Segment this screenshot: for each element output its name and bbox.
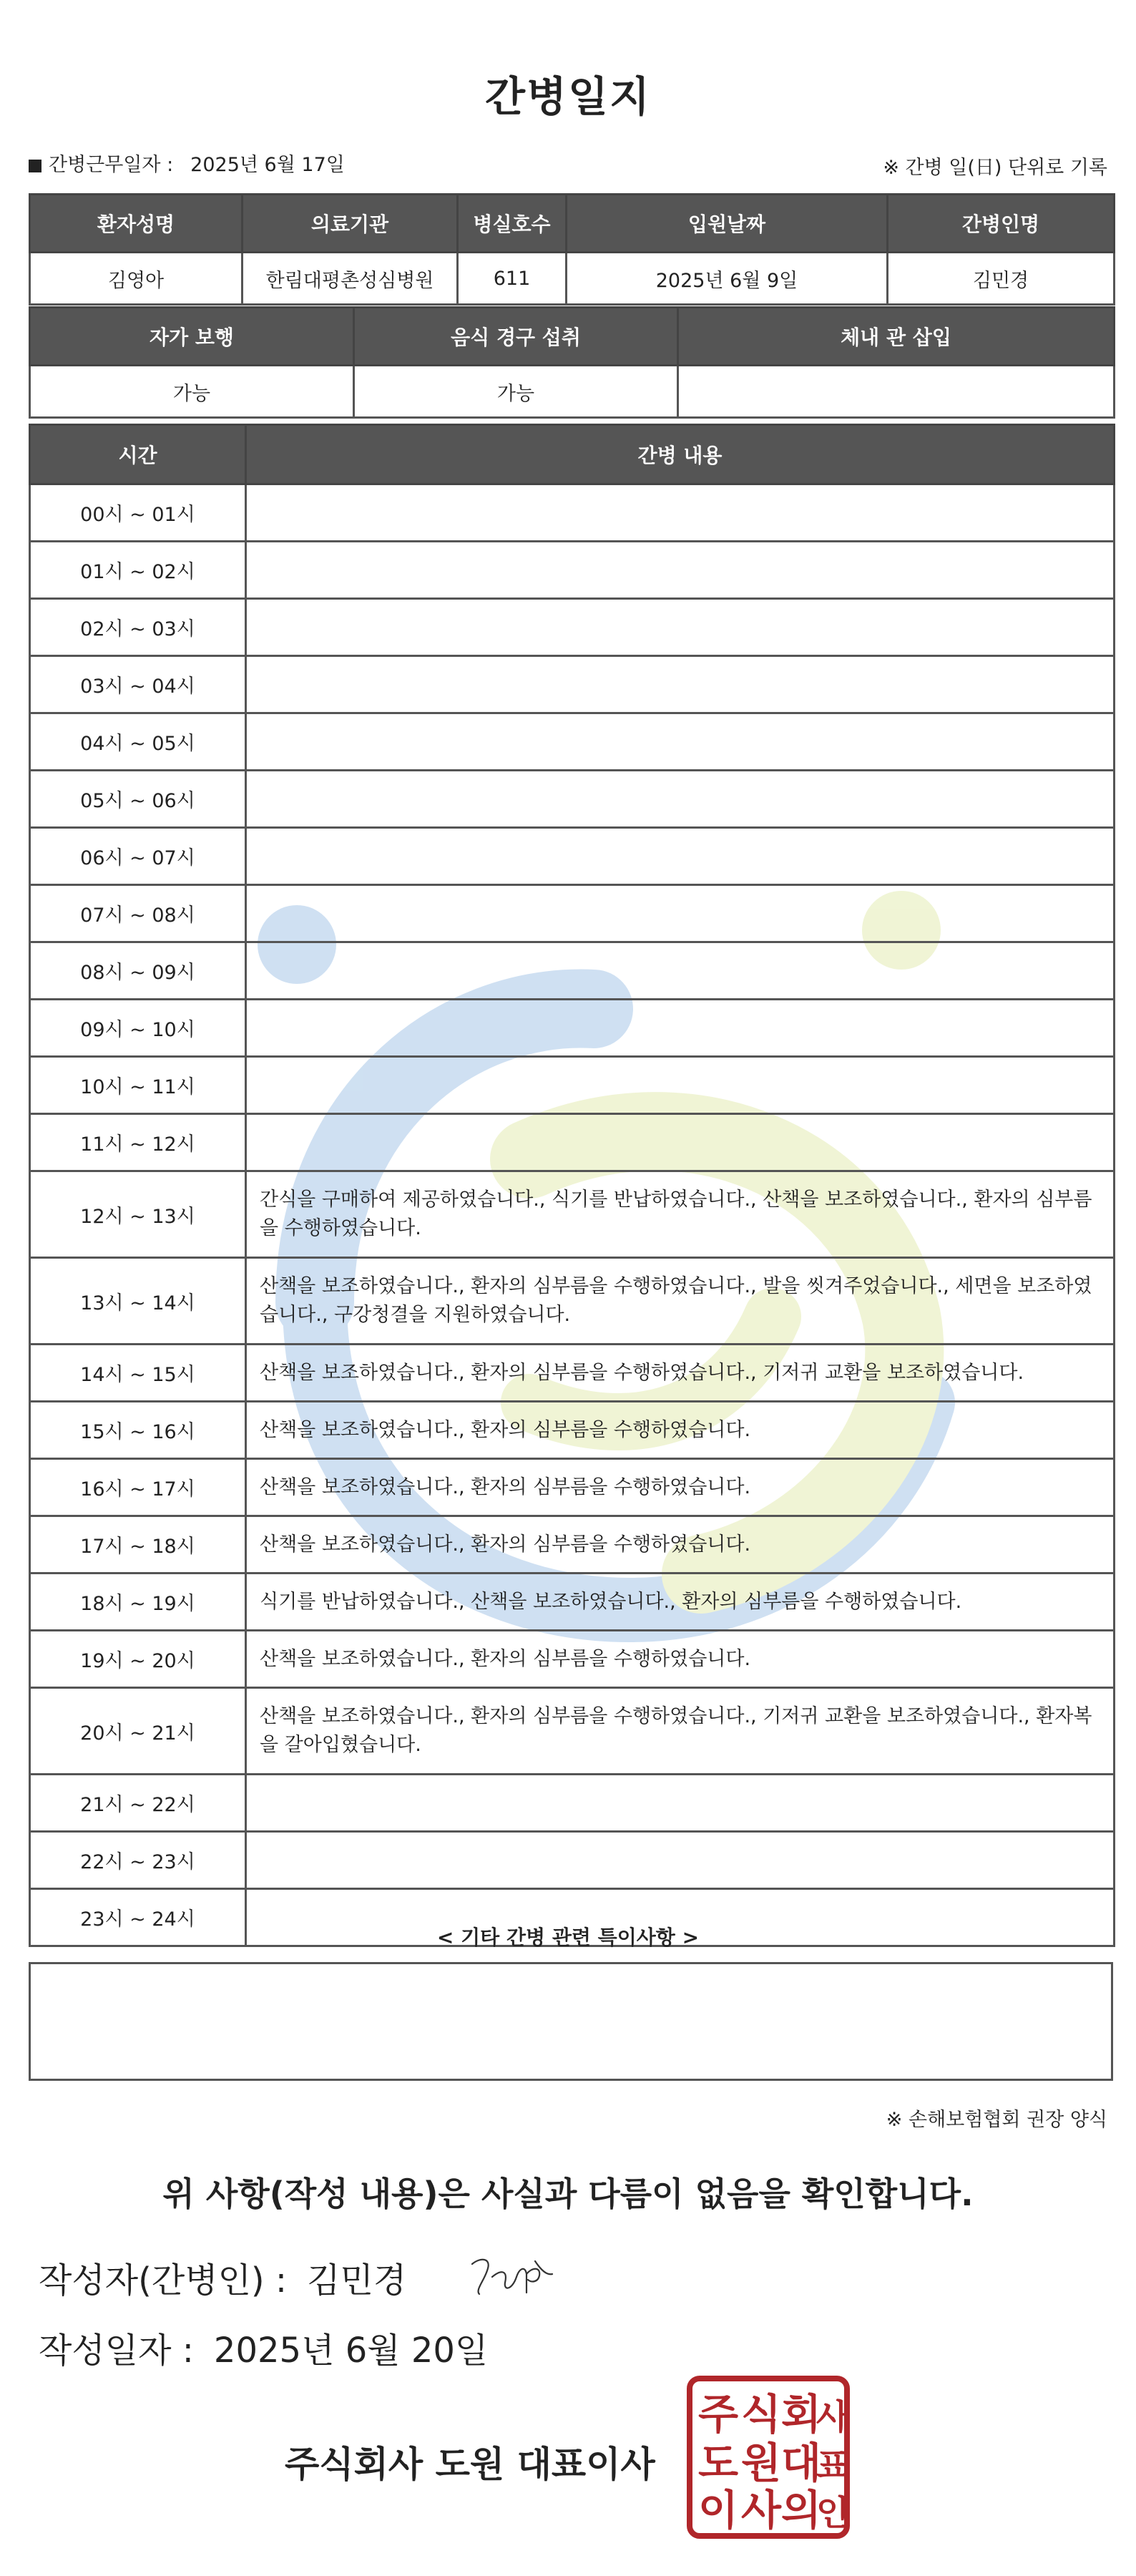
signature xyxy=(466,2248,559,2306)
log-row xyxy=(30,828,1115,885)
patient-status-table xyxy=(29,306,1115,419)
svg-text:도: 도 xyxy=(697,2439,739,2487)
log-time: 06시 ~ 07시 xyxy=(30,828,246,885)
log-time: 12시 ~ 13시 xyxy=(30,1171,246,1258)
company-name: 주식회사 도원 대표이사 xyxy=(285,2444,655,2485)
log-time: 07시 ~ 08시 xyxy=(30,885,246,942)
log-row xyxy=(30,1574,1115,1631)
caregiver-name: 김민경 xyxy=(888,253,1115,305)
confirmation-statement: 위 사항(작성 내용)은 사실과 다름이 없음을 확인합니다. xyxy=(162,2175,974,2213)
header-tube: 체내 관 삽입 xyxy=(678,308,1115,366)
notes-title: < 기타 간병 관련 특이사항 > xyxy=(436,1926,700,1949)
log-row xyxy=(30,1345,1115,1402)
hourly-log-table xyxy=(29,424,1115,1947)
log-row xyxy=(30,1775,1115,1832)
svg-text:이: 이 xyxy=(697,2486,739,2534)
log-row xyxy=(30,1832,1115,1889)
written-date-line xyxy=(39,2323,488,2372)
header-care-content: 간병 내용 xyxy=(246,425,1115,484)
hospital-name: 한림대평촌성심병원 xyxy=(243,253,458,305)
svg-text:회: 회 xyxy=(780,2390,822,2439)
log-row xyxy=(30,942,1115,1000)
oral-intake-value: 가능 xyxy=(354,366,678,418)
log-content xyxy=(246,828,1115,885)
log-content: 식기를 반납하였습니다., 산책을 보조하였습니다., 환자의 심부름을 수행하였습니다. xyxy=(246,1574,1115,1631)
log-time: 01시 ~ 02시 xyxy=(30,542,246,599)
log-content: 산책을 보조하였습니다., 환자의 심부름을 수행하였습니다. xyxy=(246,1631,1115,1688)
log-time: 16시 ~ 17시 xyxy=(30,1459,246,1516)
svg-text:표: 표 xyxy=(816,2446,850,2486)
log-time: 11시 ~ 12시 xyxy=(30,1114,246,1171)
unit-note: ※ 간병 일(日) 단위로 기록 xyxy=(883,157,1107,179)
log-content xyxy=(246,656,1115,713)
header-time: 시간 xyxy=(30,425,246,484)
log-content xyxy=(246,771,1115,828)
square-bullet-icon xyxy=(29,160,41,172)
log-content xyxy=(246,599,1115,656)
log-row xyxy=(30,599,1115,656)
svg-text:식: 식 xyxy=(740,2390,782,2439)
status-value-row xyxy=(30,366,1115,418)
tube-value xyxy=(678,366,1115,418)
written-date-value: 2025년 6월 20일 xyxy=(213,2331,489,2371)
log-time: 02시 ~ 03시 xyxy=(30,599,246,656)
notes-box xyxy=(29,1962,1113,2081)
log-time: 20시 ~ 21시 xyxy=(30,1688,246,1775)
page-title: 간병일지 xyxy=(484,72,652,121)
svg-text:사: 사 xyxy=(816,2397,850,2437)
work-date-value: 2025년 6월 17일 xyxy=(190,154,345,176)
log-row xyxy=(30,771,1115,828)
log-row xyxy=(30,1631,1115,1688)
walking-value: 가능 xyxy=(30,366,354,418)
log-time: 22시 ~ 23시 xyxy=(30,1832,246,1889)
log-row xyxy=(30,885,1115,942)
log-content xyxy=(246,942,1115,1000)
log-row xyxy=(30,1171,1115,1258)
log-row xyxy=(30,1459,1115,1516)
room-number: 611 xyxy=(458,253,567,305)
log-time: 13시 ~ 14시 xyxy=(30,1258,246,1345)
svg-text:인: 인 xyxy=(816,2493,850,2533)
svg-text:사: 사 xyxy=(740,2486,782,2534)
log-content xyxy=(246,885,1115,942)
svg-text:주: 주 xyxy=(697,2390,739,2439)
log-row xyxy=(30,713,1115,771)
log-row xyxy=(30,1516,1115,1574)
log-row xyxy=(30,1000,1115,1057)
log-row xyxy=(30,656,1115,713)
log-content xyxy=(246,1832,1115,1889)
log-time: 09시 ~ 10시 xyxy=(30,1000,246,1057)
work-date-label: 간병근무일자 : xyxy=(49,154,174,176)
header-admission-date: 입원날짜 xyxy=(567,195,888,253)
log-content xyxy=(246,1775,1115,1832)
log-row xyxy=(30,1258,1115,1345)
info-value-row xyxy=(30,253,1115,305)
header-walking: 자가 보행 xyxy=(30,308,354,366)
log-content xyxy=(246,1114,1115,1171)
company-seal xyxy=(687,2376,850,2539)
writer-line xyxy=(39,2253,406,2302)
admission-date: 2025년 6월 9일 xyxy=(567,253,888,305)
patient-info-table xyxy=(29,193,1115,306)
log-time: 23시 ~ 24시 xyxy=(30,1889,246,1946)
log-header-row xyxy=(30,425,1115,484)
svg-text:의: 의 xyxy=(780,2486,822,2534)
log-content: 산책을 보조하였습니다., 환자의 심부름을 수행하였습니다., 기저귀 교환을 보조하였습니다. xyxy=(246,1345,1115,1402)
log-time: 03시 ~ 04시 xyxy=(30,656,246,713)
log-row xyxy=(30,1402,1115,1459)
log-time: 08시 ~ 09시 xyxy=(30,942,246,1000)
written-date-label: 작성일자 : xyxy=(39,2331,194,2371)
header-oral-intake: 음식 경구 섭취 xyxy=(354,308,678,366)
log-content: 산책을 보조하였습니다., 환자의 심부름을 수행하였습니다. xyxy=(246,1459,1115,1516)
log-time: 00시 ~ 01시 xyxy=(30,484,246,542)
log-row xyxy=(30,484,1115,542)
svg-text:원: 원 xyxy=(740,2439,782,2487)
log-time: 10시 ~ 11시 xyxy=(30,1057,246,1114)
log-content xyxy=(246,484,1115,542)
log-content xyxy=(246,542,1115,599)
log-content xyxy=(246,1000,1115,1057)
work-date xyxy=(29,149,345,177)
log-row xyxy=(30,542,1115,599)
log-content xyxy=(246,713,1115,771)
log-content: 간식을 구매하여 제공하였습니다., 식기를 반납하였습니다., 산책을 보조하였습니다., 환자의 심부름을 수행하였습니다. xyxy=(246,1171,1115,1258)
log-time: 04시 ~ 05시 xyxy=(30,713,246,771)
svg-text:대: 대 xyxy=(780,2439,822,2487)
log-time: 15시 ~ 16시 xyxy=(30,1402,246,1459)
header-hospital: 의료기관 xyxy=(243,195,458,253)
header-caregiver: 간병인명 xyxy=(888,195,1115,253)
log-time: 18시 ~ 19시 xyxy=(30,1574,246,1631)
log-row xyxy=(30,1057,1115,1114)
writer-label: 작성자(간병인) : xyxy=(39,2260,288,2301)
log-content: 산책을 보조하였습니다., 환자의 심부름을 수행하였습니다. xyxy=(246,1402,1115,1459)
writer-name: 김민경 xyxy=(307,2260,407,2301)
log-content: 산책을 보조하였습니다., 환자의 심부름을 수행하였습니다. xyxy=(246,1516,1115,1574)
patient-name: 김영아 xyxy=(30,253,243,305)
form-note: ※ 손해보험협회 권장 양식 xyxy=(886,2109,1107,2131)
log-time: 05시 ~ 06시 xyxy=(30,771,246,828)
log-time: 21시 ~ 22시 xyxy=(30,1775,246,1832)
log-row xyxy=(30,1688,1115,1775)
log-row xyxy=(30,1114,1115,1171)
info-header-row xyxy=(30,195,1115,253)
log-time: 17시 ~ 18시 xyxy=(30,1516,246,1574)
log-content: 산책을 보조하였습니다., 환자의 심부름을 수행하였습니다., 발을 씻겨주었습니다., 세면을 보조하였습니다., 구강청결을 지원하였습니다. xyxy=(246,1258,1115,1345)
header-room: 병실호수 xyxy=(458,195,567,253)
log-content xyxy=(246,1057,1115,1114)
header-patient-name: 환자성명 xyxy=(30,195,243,253)
log-time: 14시 ~ 15시 xyxy=(30,1345,246,1402)
log-time: 19시 ~ 20시 xyxy=(30,1631,246,1688)
log-content: 산책을 보조하였습니다., 환자의 심부름을 수행하였습니다., 기저귀 교환을 보조하였습니다., 환자복을 갈아입혔습니다. xyxy=(246,1688,1115,1775)
status-header-row xyxy=(30,308,1115,366)
